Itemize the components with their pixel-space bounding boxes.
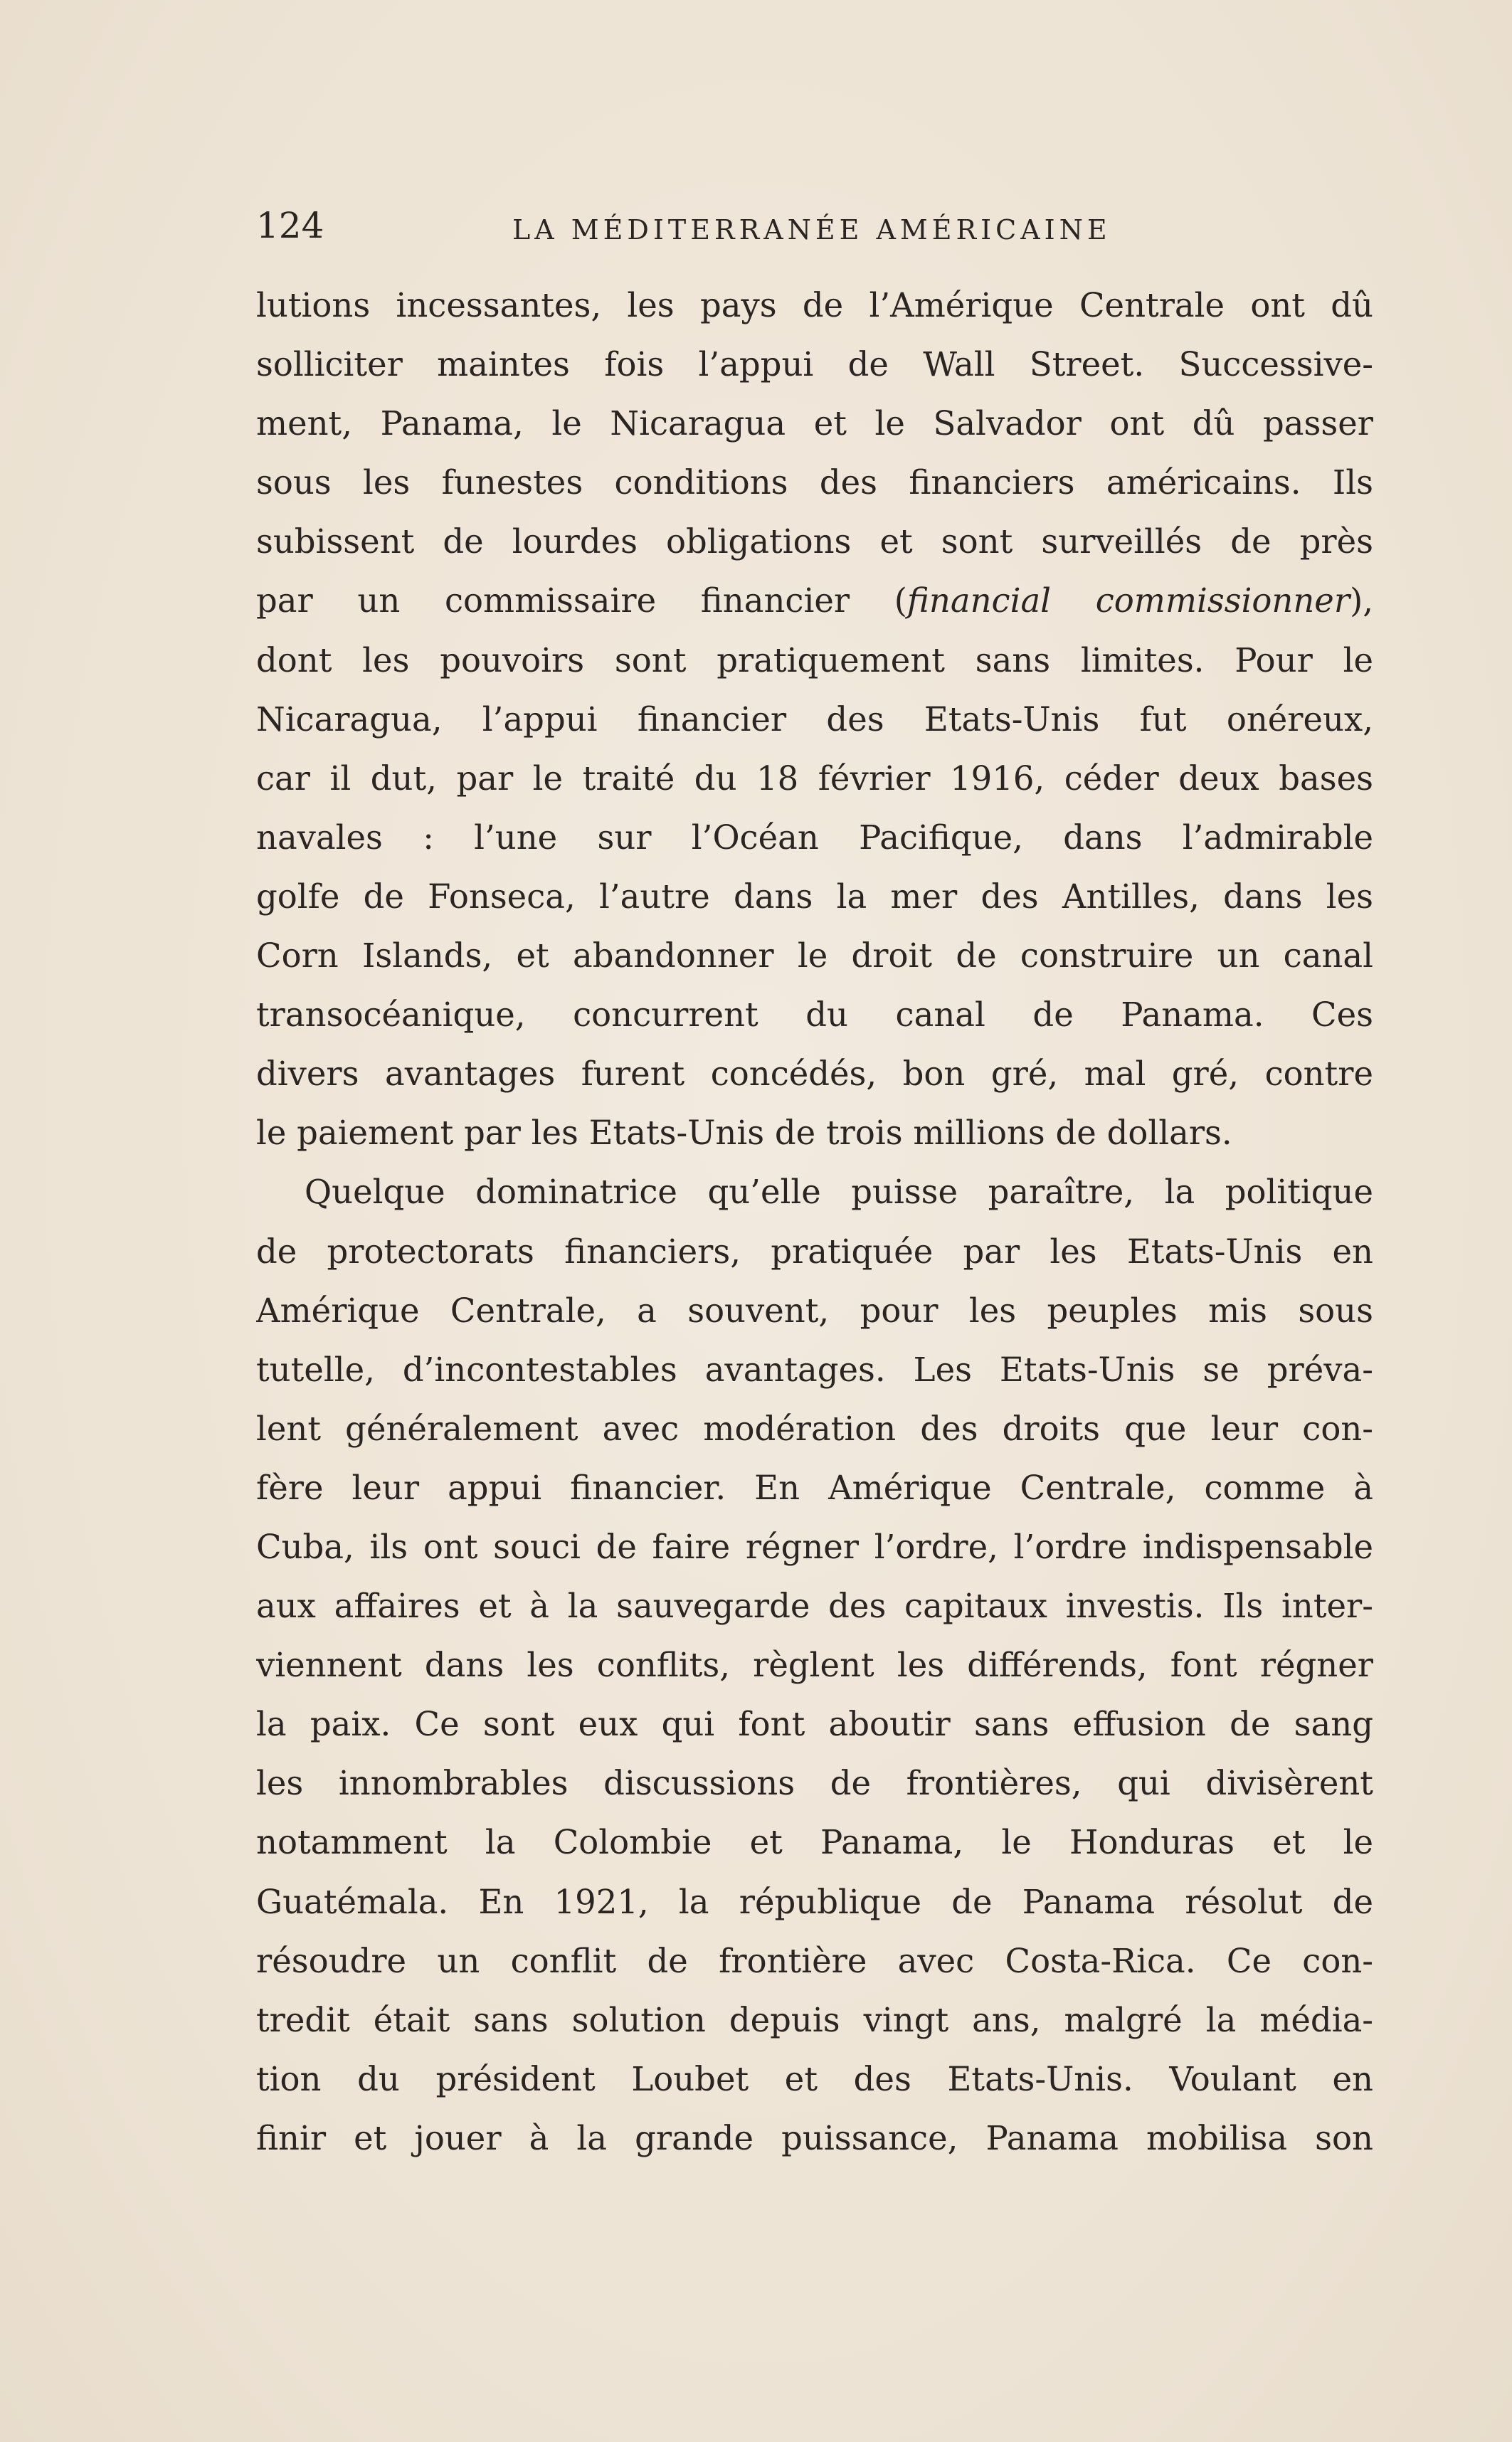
text-line: tredit était sans solution depuis vingt ans, malgré la média- <box>256 2000 1373 2039</box>
text-line: sous les funestes conditions des financiers américains. Ils <box>256 463 1373 502</box>
text-line: divers avantages furent concédés, bon gré, mal gré, contre <box>256 1054 1373 1094</box>
text-line: tutelle, d’incontestables avantages. Les Etats-Unis se préva- <box>256 1350 1373 1389</box>
italic-term: financial commissionner <box>906 581 1350 620</box>
text-segment: ), <box>1350 581 1373 620</box>
text-line: résoudre un conflit de frontière avec Costa-Rica. Ce con- <box>256 1941 1373 1980</box>
text-line: golfe de Fonseca, l’autre dans la mer des Antilles, dans les <box>256 877 1373 916</box>
text-line: Corn Islands, et abandonner le droit de construire un canal <box>256 936 1373 976</box>
text-line: lutions incessantes, les pays de l’Amérique Centrale ont dû <box>256 286 1373 324</box>
text-line: Amérique Centrale, a souvent, pour les peuples mis sous <box>256 1291 1373 1330</box>
text-line: viennent dans les conflits, règlent les différends, font régner <box>256 1646 1373 1685</box>
text-line: dont les pouvoirs sont pratiquement sans limites. Pour le <box>256 640 1373 680</box>
text-line <box>256 571 1373 630</box>
page-header <box>256 201 1373 250</box>
text-line: ment, Panama, le Nicaragua et le Salvador ont dû passer <box>256 404 1373 443</box>
text-line: tion du président Loubet et des Etats-Unis. Voulant en <box>256 2059 1373 2098</box>
text-line: lent généralement avec modération des droits que leur con- <box>256 1409 1373 1448</box>
text-line: transocéanique, concurrent du canal de Panama. Ces <box>256 995 1373 1035</box>
body-text <box>256 276 1373 2168</box>
text-line: Cuba, ils ont souci de faire régner l’ordre, l’ordre indispensable <box>256 1527 1373 1566</box>
text-line: Nicaragua, l’appui financier des Etats-Unis fut onéreux, <box>256 699 1373 739</box>
text-line: le paiement par les Etats-Unis de trois millions de dollars. <box>256 1114 1232 1153</box>
text-line: finir et jouer à la grande puissance, Panama mobilisa son <box>256 2118 1373 2157</box>
text-line: de protectorats financiers, pratiquée par les Etats-Unis en <box>256 1232 1373 1271</box>
text-line: les innombrables discussions de frontières, qui divisèrent <box>256 1764 1373 1803</box>
text-line: solliciter maintes fois l’appui de Wall Street. Successive- <box>256 345 1373 384</box>
text-line: Quelque dominatrice qu’elle puisse paraître, la politique <box>305 1173 1373 1212</box>
text-line: car il dut, par le traité du 18 février 1916, céder deux bases <box>256 758 1373 798</box>
text-line: fère leur appui financier. En Amérique Centrale, comme à <box>256 1468 1373 1507</box>
text-segment: par un commissaire financier ( <box>256 581 907 620</box>
running-title: LA MÉDITERRANÉE AMÉRICAINE <box>512 214 1111 245</box>
text-line: aux affaires et à la sauvegarde des capitaux investis. Ils inter- <box>256 1587 1373 1626</box>
text-line: navales : l’une sur l’Océan Pacifique, dans l’admirable <box>256 818 1373 857</box>
text-line: Guatémala. En 1921, la république de Panama résolut de <box>256 1882 1373 1921</box>
page-number: 124 <box>256 205 324 246</box>
text-line: notamment la Colombie et Panama, le Honduras et le <box>256 1823 1373 1862</box>
text-line: subissent de lourdes obligations et sont surveillés de près <box>256 522 1373 561</box>
text-line: la paix. Ce sont eux qui font aboutir sans effusion de sang <box>256 1705 1373 1744</box>
